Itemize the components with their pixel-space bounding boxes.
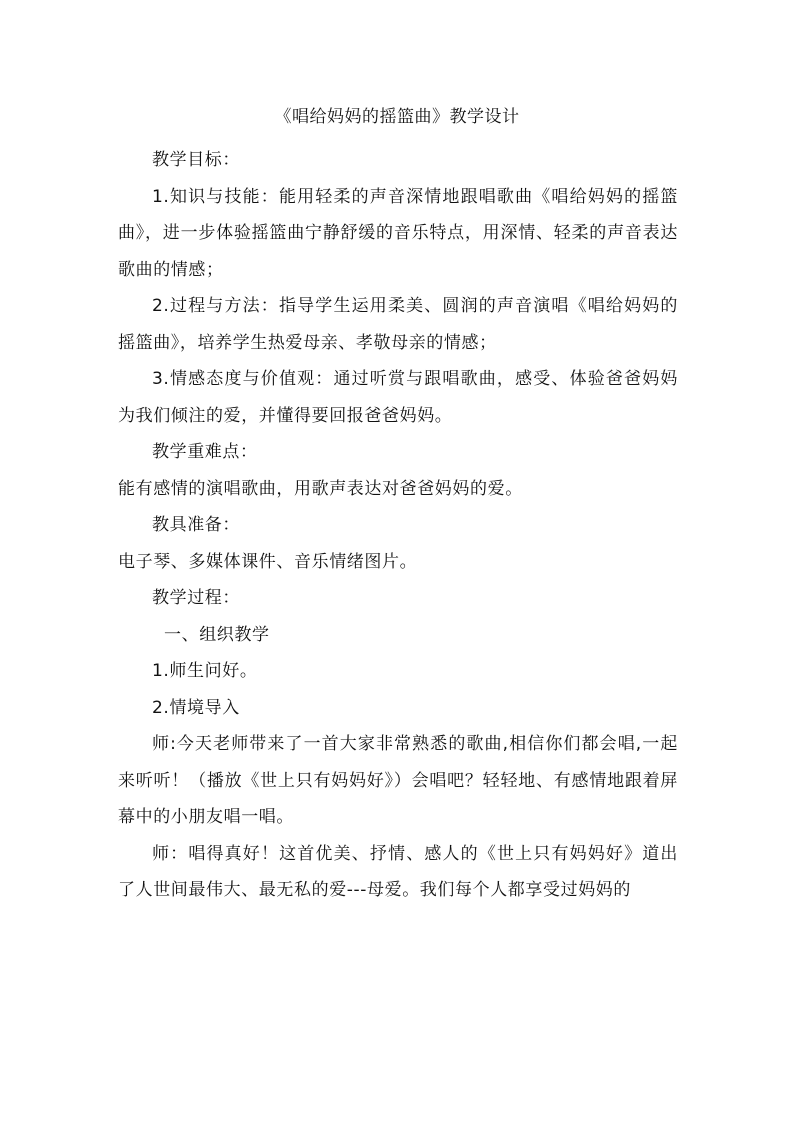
list-item-greeting: 1.师生问好。 [152,661,258,681]
section-heading-objectives: 教学目标： [152,150,240,170]
section-heading-key-points: 教学重难点： [152,442,258,462]
document-body [118,142,678,909]
section-heading-materials: 教具准备： [152,515,240,535]
paragraph-teacher-2: 师：唱得真好！这首优美、抒情、感人的《世上只有妈妈好》道出了人世间最伟大、最无私的爱---母爱。我们每个人都享受过妈妈的 [118,843,678,900]
paragraph-objective-2: 2.过程与方法：指导学生运用柔美、圆润的声音演唱《唱给妈妈的摇篮曲》，培养学生热爱母亲、孝敬母亲的情感； [118,296,678,353]
list-item-intro: 2.情境导入 [152,697,240,718]
paragraph-objective-3: 3.情感态度与价值观：通过听赏与跟唱歌曲，感受、体验爸爸妈妈为我们倾注的爱，并懂得要回报爸爸妈妈。 [118,369,678,426]
document-title: 《唱给妈妈的摇篮曲》教学设计 [274,107,520,127]
paragraph-objective-1: 1.知识与技能：能用轻柔的声音深情地跟唱歌曲《唱给妈妈的摇篮曲》，进一步体验摇篮曲宁静舒缓的音乐特点，用深情、轻柔的声音表达歌曲的情感； [118,186,678,280]
paragraph-teacher-1: 师:今天老师带来了一首大家非常熟悉的歌曲,相信你们都会唱,一起来听听！（播放《世上只有妈妈好》）会唱吧？轻轻地、有感情地跟着屏幕中的小朋友唱一唱。 [118,734,678,827]
paragraph-materials: 电子琴、多媒体课件、音乐情绪图片。 [118,551,418,572]
section-heading-process: 教学过程： [152,588,240,608]
paragraph-key-points: 能有感情的演唱歌曲，用歌声表达对爸爸妈妈的爱。 [118,478,523,499]
subsection-heading-organize: 一、组织教学 [164,624,270,645]
